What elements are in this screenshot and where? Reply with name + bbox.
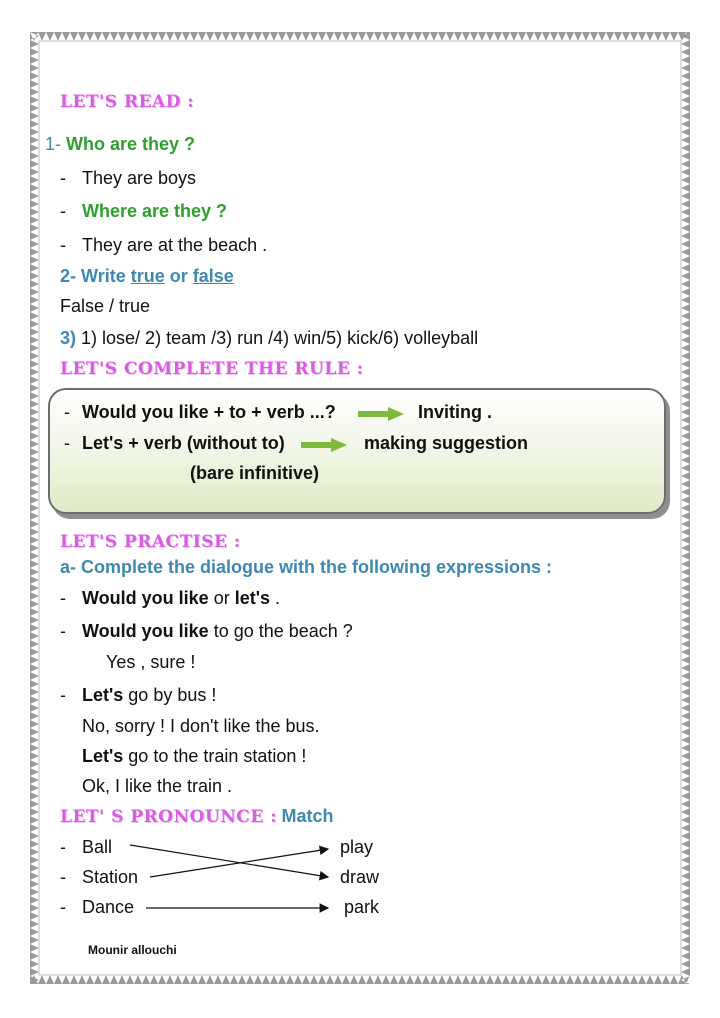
q3-number: 3) — [60, 328, 77, 348]
phrase: Would you like — [82, 588, 209, 608]
dash: - — [60, 837, 66, 857]
rule-meaning-2: making suggestion — [364, 433, 529, 453]
rest: to go the beach ? — [208, 621, 353, 641]
q1-number: 1- — [45, 134, 62, 154]
answer-3 — [60, 328, 478, 349]
q2-number: 2- — [60, 266, 77, 286]
phrase: Would you like — [82, 621, 209, 641]
rule-line-2: Let's + verb (without to) — [82, 433, 285, 453]
dialogue-line-2 — [82, 621, 353, 642]
dialogue-line-5: No, sorry ! I don't like the bus. — [82, 716, 320, 736]
phrase: Let's — [82, 685, 124, 705]
phrase: let's — [234, 588, 270, 608]
q1-text: Who are they ? — [66, 134, 196, 154]
dash: - — [64, 433, 70, 453]
q2-false: false — [192, 266, 234, 286]
dash: - — [60, 621, 66, 641]
dialogue-line-4 — [82, 685, 216, 706]
dialogue-line-7: Ok, I like the train . — [82, 776, 233, 796]
read-header: LET'S READ : — [60, 92, 195, 112]
answer-2: False / true — [60, 296, 151, 316]
rest: go by bus ! — [123, 685, 217, 705]
author-signature: Mounir allouchi — [88, 943, 177, 957]
question-1 — [45, 134, 195, 155]
dialogue-line-6 — [82, 746, 306, 767]
right-arrow-icon — [301, 438, 347, 452]
match-left-3: Dance — [82, 897, 135, 917]
rule-line-1: Would you like + to + verb ...? — [82, 402, 336, 422]
answer-1: They are boys — [82, 168, 197, 188]
match-left-1: Ball — [82, 837, 113, 857]
rule-meaning-1: Inviting . — [418, 402, 492, 422]
dash: - — [64, 402, 70, 422]
dash: - — [60, 168, 66, 188]
pronounce-heading — [60, 806, 333, 827]
dash: - — [60, 588, 66, 608]
q2-true: true — [130, 266, 165, 286]
dialogue-line-1 — [82, 588, 280, 609]
dash: - — [60, 867, 66, 887]
q2-write: Write — [81, 266, 126, 286]
question-1b: Where are they ? — [82, 201, 228, 221]
match-right-2: draw — [340, 867, 380, 887]
connector: or — [208, 588, 235, 608]
practise-header: LET'S PRACTISE : — [60, 532, 241, 552]
match-left-2: Station — [82, 867, 139, 887]
dash: - — [60, 685, 66, 705]
rule-header: LET'S COMPLETE THE RULE : — [60, 359, 364, 379]
match-right-3: park — [344, 897, 380, 917]
match-right-1: play — [340, 837, 374, 857]
answer-1b: They are at the beach . — [82, 235, 268, 255]
pronounce-match: Match — [281, 806, 334, 826]
match-line — [130, 845, 328, 877]
answer-3-text: 1) lose/ 2) team /3) run /4) win/5) kick/6) volleyball — [81, 328, 479, 348]
q2-or: or — [169, 266, 188, 286]
rule-line-3: (bare infinitive) — [190, 463, 320, 483]
phrase: Let's — [82, 746, 124, 766]
question-2 — [60, 266, 234, 287]
pronounce-header: LET' S PRONOUNCE : — [60, 807, 277, 827]
rest: go to the train station ! — [123, 746, 307, 766]
right-arrow-icon — [358, 407, 404, 421]
dialogue-line-3: Yes , sure ! — [106, 652, 196, 672]
dash: - — [60, 897, 66, 917]
dash: - — [60, 201, 66, 221]
punct: . — [270, 588, 281, 608]
practise-instruction: a- Complete the dialogue with the following expressions : — [60, 557, 553, 577]
match-lines — [120, 835, 340, 915]
dash: - — [60, 235, 66, 255]
